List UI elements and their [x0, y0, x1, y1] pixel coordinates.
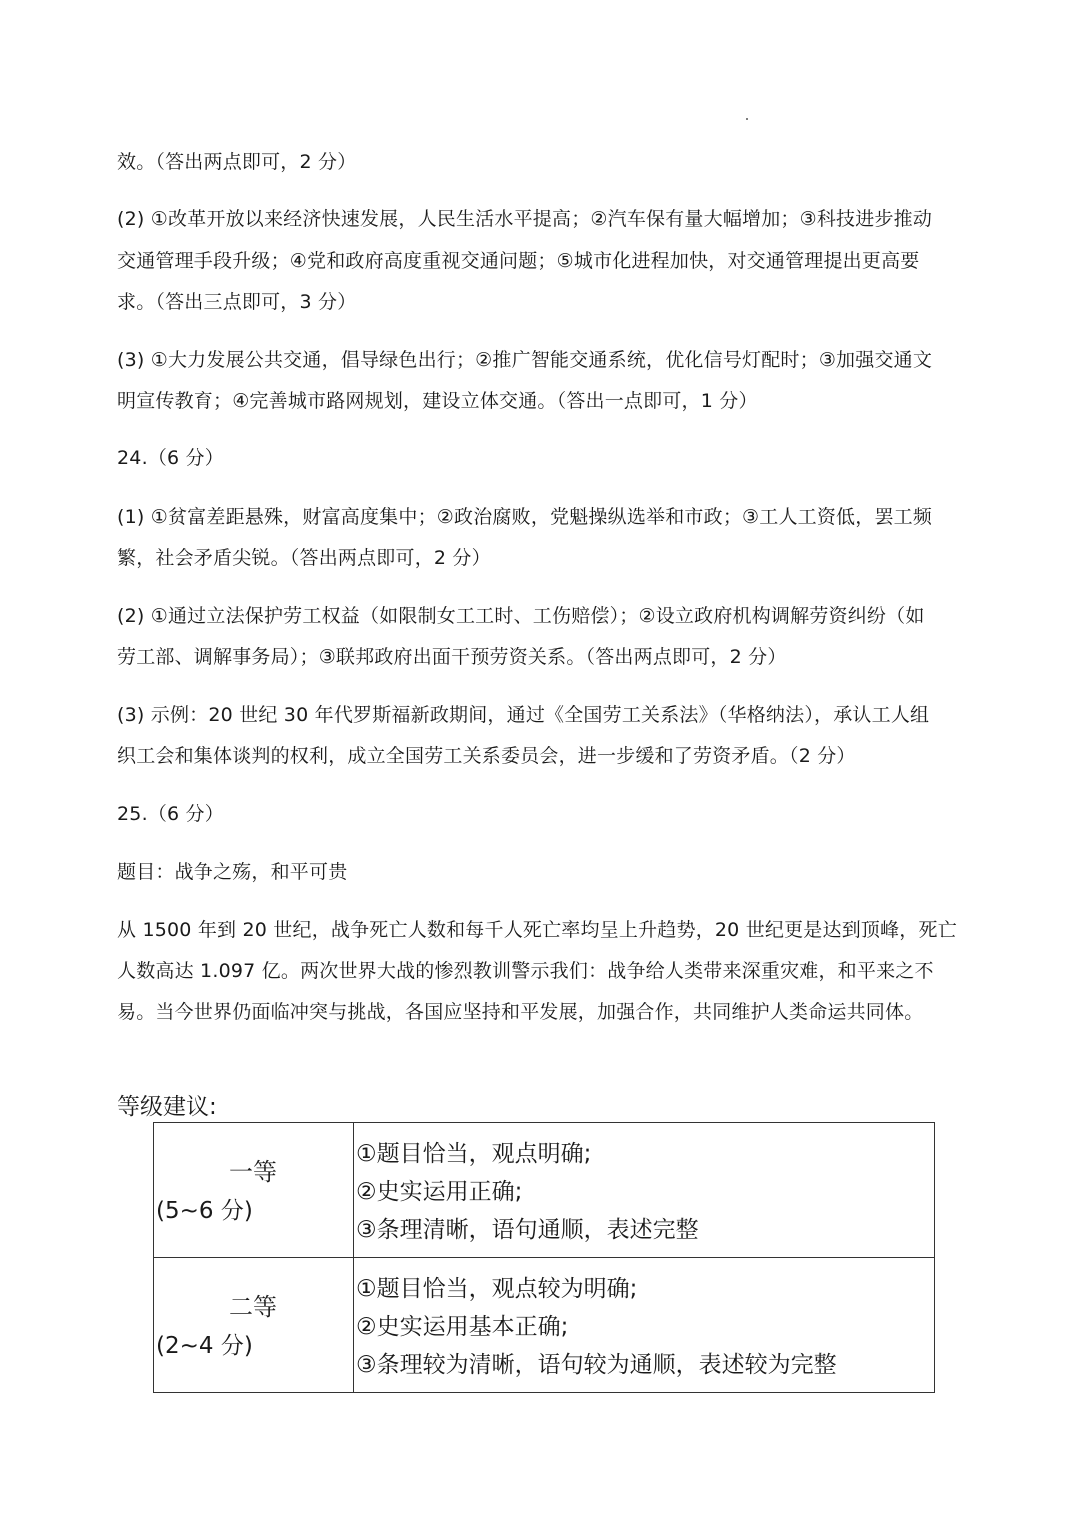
- grade-section-title: 等级建议:: [117, 1094, 217, 1120]
- essay-title: 题目：战争之殇，和平可贵: [117, 861, 348, 883]
- criterion-item: ②史实运用基本正确;: [356, 1314, 569, 1340]
- answer-line-4: 求。（答出三点即可，3 分）: [117, 291, 357, 313]
- criteria-cell: [354, 1123, 935, 1258]
- grade-cell: [154, 1258, 354, 1393]
- answer-line-3: 交通管理手段升级；④党和政府高度重视交通问题；⑤城市化进程加快，对交通管理提出更高要: [117, 250, 920, 272]
- grade-row-first: [154, 1123, 935, 1258]
- answer-line-12: (3) 示例：20 世纪 30 年代罗斯福新政期间，通过《全国劳工关系法》（华格纳法），承认工人组: [117, 704, 930, 726]
- criterion-item: ①题目恰当，观点明确;: [356, 1141, 592, 1167]
- criterion-item: ①题目恰当，观点较为明确;: [356, 1276, 638, 1302]
- answer-line-2: (2) ①改革开放以来经济快速发展，人民生活水平提高；②汽车保有量大幅增加；③科技进步推动: [117, 208, 933, 230]
- grade-name: 二等: [229, 1293, 277, 1321]
- answer-line-5: (3) ①大力发展公共交通，倡导绿色出行；②推广智能交通系统，优化信号灯配时；③加强交通文: [117, 349, 933, 371]
- grade-table: [153, 1122, 935, 1393]
- answer-line-10: (2) ①通过立法保护劳工权益（如限制女工工时、工伤赔偿）；②设立政府机构调解劳资纠纷（如: [117, 605, 925, 627]
- grade-score: (5~6 分): [156, 1198, 253, 1224]
- criterion-item: ③条理清晰，语句通顺，表述完整: [356, 1217, 699, 1243]
- answer-line-8: (1) ①贫富差距悬殊，财富高度集中；②政治腐败，党魁操纵选举和市政；③工人工资低，罢工频: [117, 506, 933, 528]
- answer-line-1: 效。（答出两点即可，2 分）: [117, 151, 357, 173]
- criteria-cell: [354, 1258, 935, 1393]
- criterion-item: ②史实运用正确;: [356, 1179, 523, 1205]
- essay-line-1: 从 1500 年到 20 世纪，战争死亡人数和每千人死亡率均呈上升趋势，20 世纪更是达到顶峰，死亡: [117, 919, 957, 941]
- question-heading-25: 25.（6 分）: [117, 803, 224, 825]
- essay-line-2: 人数高达 1.097 亿。两次世界大战的惨烈教训警示我们：战争给人类带来深重灾难，和平来之不: [117, 960, 934, 982]
- answer-line-9: 繁，社会矛盾尖锐。（答出两点即可，2 分）: [117, 547, 491, 569]
- essay-line-3: 易。当今世界仍面临冲突与挑战，各国应坚持和平发展，加强合作，共同维护人类命运共同体。: [117, 1001, 924, 1023]
- answer-line-6: 明宣传教育；④完善城市路网规划，建设立体交通。（答出一点即可，1 分）: [117, 390, 758, 412]
- criterion-item: ③条理较为清晰，语句较为通顺，表述较为完整: [356, 1352, 837, 1378]
- stray-dot: [746, 118, 748, 120]
- grade-row-second: [154, 1258, 935, 1393]
- question-heading-24: 24.（6 分）: [117, 447, 224, 469]
- answer-line-11: 劳工部、调解事务局）；③联邦政府出面干预劳资关系。（答出两点即可，2 分）: [117, 646, 787, 668]
- grade-cell: [154, 1123, 354, 1258]
- grade-name: 一等: [229, 1158, 277, 1186]
- answer-line-13: 织工会和集体谈判的权利，成立全国劳工关系委员会，进一步缓和了劳资矛盾。（2 分）: [117, 745, 856, 767]
- grade-score: (2~4 分): [156, 1333, 253, 1359]
